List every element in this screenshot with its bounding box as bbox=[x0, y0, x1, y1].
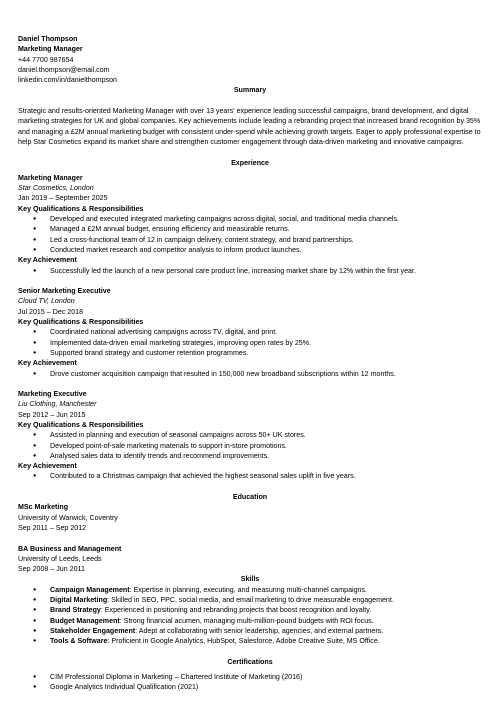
contact-linkedin: linkedin.com/in/danielthompson bbox=[18, 76, 117, 85]
list-item: ● Google Analytics Individual Qualification (2021) bbox=[18, 682, 482, 692]
skill-label: Brand Strategy bbox=[50, 606, 101, 615]
certifications-heading: Certifications bbox=[227, 657, 273, 666]
job-qualifications-list bbox=[18, 430, 482, 461]
contact-email: daniel.thompson@email.com bbox=[18, 65, 110, 74]
job-qualifications-list bbox=[18, 214, 482, 255]
skills-list bbox=[18, 585, 482, 647]
job-title: Senior Marketing Executive bbox=[18, 287, 111, 296]
skill-text: : Expertise in planning, executing, and measuring multi-channel campaigns. bbox=[129, 585, 368, 594]
list-item: ● Implemented data-driven email marketing strategies, improving open rates by 25%. bbox=[18, 338, 482, 348]
education-school: University of Leeds, Leeds bbox=[18, 554, 102, 563]
skill-text: : Proficient in Google Analytics, HubSpot, Salesforce, Adobe Creative Suite, MS Office. bbox=[107, 637, 380, 646]
contact-name: Daniel Thompson bbox=[18, 35, 78, 43]
contact-title: Marketing Manager bbox=[18, 45, 83, 54]
job-achievement-heading: Key Achievement bbox=[18, 359, 77, 368]
list-item bbox=[18, 626, 482, 636]
list-item bbox=[18, 585, 482, 595]
skill-text: : Strong financial acumen, managing multi-million-pound budgets with ROI focus. bbox=[119, 616, 374, 625]
job-achievement-heading: Key Achievement bbox=[18, 256, 77, 265]
skill-text: : Experienced in positioning and rebranding projects that boost recognition and loyalty. bbox=[100, 606, 372, 615]
job-company: Liu Clothing, Manchester bbox=[18, 400, 97, 409]
contact-block bbox=[18, 34, 482, 85]
certifications-list bbox=[18, 672, 482, 693]
list-item: ● CIM Professional Diploma in Marketing – Chartered Institute of Marketing (2016) bbox=[18, 672, 482, 682]
education-dates: Sep 2011 – Sep 2012 bbox=[18, 523, 87, 532]
resume-content bbox=[18, 34, 482, 693]
job-company: Cloud TV, London bbox=[18, 297, 75, 306]
skill-label: Tools & Software bbox=[50, 637, 108, 646]
list-item: ● Successfully led the launch of a new personal care product line, increasing market share by 12% within the first year. bbox=[18, 266, 482, 276]
list-item bbox=[18, 636, 482, 646]
job-entry bbox=[18, 173, 482, 276]
job-company: Star Cosmetics, London bbox=[18, 184, 94, 193]
list-item: ● Led a cross-functional team of 12 in campaign delivery, content strategy, and brand partnerships. bbox=[18, 235, 482, 245]
job-dates: Jan 2019 – September 2025 bbox=[18, 194, 108, 203]
job-title: Marketing Executive bbox=[18, 390, 87, 399]
list-item: ● Analysed sales data to identify trends and recommend improvements. bbox=[18, 451, 482, 461]
list-item: ● Developed and executed integrated marketing campaigns across digital, social, and traditional media channels. bbox=[18, 214, 482, 224]
job-achievement-list bbox=[18, 369, 482, 379]
skill-label: Digital Marketing bbox=[50, 596, 108, 605]
education-degree: MSc Marketing bbox=[18, 503, 69, 512]
contact-phone: +44 7700 987654 bbox=[18, 55, 74, 64]
experience-heading: Experience bbox=[231, 158, 269, 167]
list-item bbox=[18, 616, 482, 626]
skill-text: : Adept at collaborating with senior leadership, agencies, and external partners. bbox=[135, 626, 384, 635]
job-achievement-list bbox=[18, 471, 482, 481]
job-achievement-heading: Key Achievement bbox=[18, 462, 77, 471]
job-qualifications-heading: Key Qualifications & Responsibilities bbox=[18, 204, 144, 213]
education-entry bbox=[18, 502, 482, 533]
job-qualifications-heading: Key Qualifications & Responsibilities bbox=[18, 318, 144, 327]
list-item: ● Coordinated national advertising campaigns across TV, digital, and print. bbox=[18, 327, 482, 337]
list-item: ● Developed point-of-sale marketing materials to support in-store promotions. bbox=[18, 441, 482, 451]
list-item bbox=[18, 605, 482, 615]
job-dates: Jul 2015 – Dec 2018 bbox=[18, 307, 84, 316]
list-item: ● Contributed to a Christmas campaign that achieved the highest seasonal sales uplift in five years. bbox=[18, 471, 482, 481]
list-item: ● Supported brand strategy and customer retention programmes. bbox=[18, 348, 482, 358]
summary-heading: Summary bbox=[233, 86, 267, 95]
list-item bbox=[18, 595, 482, 605]
education-heading: Education bbox=[232, 493, 268, 502]
skills-heading: Skills bbox=[240, 575, 260, 584]
summary-text: Strategic and results-oriented Marketing Manager with over 13 years' experience leading successful campaigns, brand development, and digital marketing strategies for UK and global companies. Key achievements include leading a rebranding project that increased brand recognition by 35% and managing a £2M annual marketing budget with consistent under-spend while achieving growth targets. Eager to apply professional expertise to help Star Cosmetics expand its market share and strengthen customer engagement through data-driven marketing and innovative campaigns. bbox=[18, 107, 481, 146]
skill-text: : Skilled in SEO, PPC, social media, and email marketing to drive measurable engagement. bbox=[107, 596, 394, 605]
job-entry bbox=[18, 389, 482, 482]
skill-label: Budget Management bbox=[50, 616, 120, 625]
list-item: ● Conducted market research and competitor analysis to inform product launches. bbox=[18, 245, 482, 255]
job-qualifications-list bbox=[18, 327, 482, 358]
list-item: ● Drove customer acquisition campaign that resulted in 150,000 new broadband subscriptions within 12 months. bbox=[18, 369, 482, 379]
skill-label: Stakeholder Engagement bbox=[50, 626, 136, 635]
job-qualifications-heading: Key Qualifications & Responsibilities bbox=[18, 420, 144, 429]
job-title: Marketing Manager bbox=[18, 173, 83, 182]
job-achievement-list bbox=[18, 266, 482, 276]
skill-label: Campaign Management bbox=[50, 585, 130, 594]
job-entry bbox=[18, 286, 482, 379]
education-dates: Sep 2008 – Jun 2011 bbox=[18, 565, 85, 574]
list-item: ● Managed a £2M annual budget, ensuring efficiency and measurable returns. bbox=[18, 224, 482, 234]
list-item: ● Assisted in planning and execution of seasonal campaigns across 50+ UK stores. bbox=[18, 430, 482, 440]
education-entry bbox=[18, 544, 482, 575]
education-school: University of Warwick, Coventry bbox=[18, 513, 118, 522]
education-degree: BA Business and Management bbox=[18, 544, 122, 553]
job-dates: Sep 2012 – Jun 2015 bbox=[18, 410, 86, 419]
